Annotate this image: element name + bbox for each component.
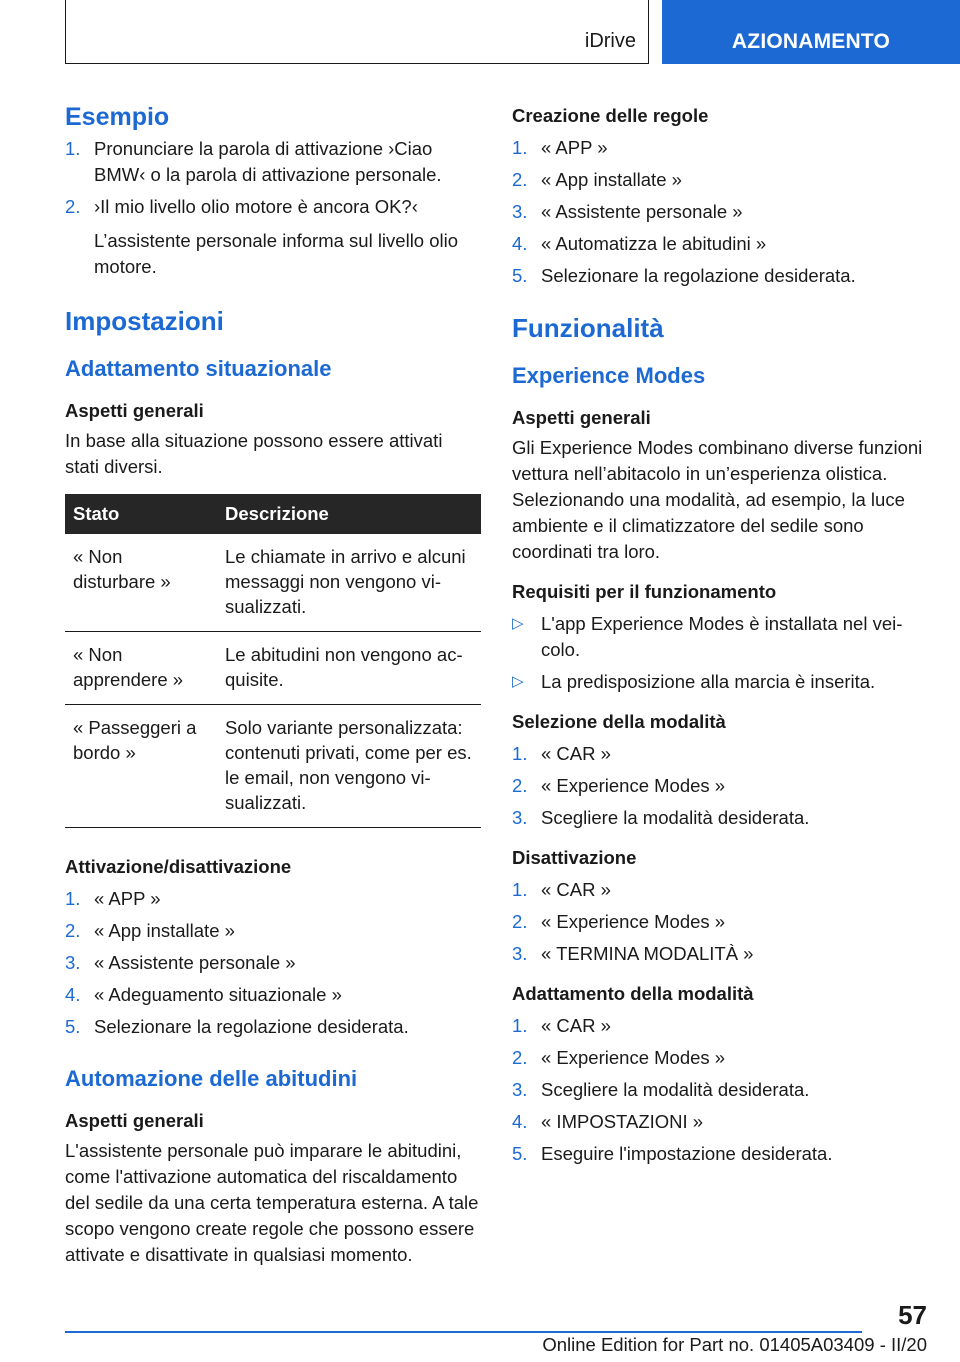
step-number: 5.	[512, 1143, 528, 1164]
step-number: 3.	[512, 807, 528, 828]
list-item	[512, 1013, 928, 1039]
page-number: 57	[898, 1300, 927, 1330]
bullet-triangle-icon: ▷	[512, 615, 524, 632]
list-item	[512, 167, 928, 193]
step-text: « Experience Modes »	[541, 1047, 726, 1068]
step-number: 3.	[65, 952, 81, 973]
step-text: « APP »	[94, 888, 161, 909]
list-item	[512, 611, 928, 663]
step-text: « Adeguamento situazionale »	[94, 984, 342, 1005]
list-item	[512, 1077, 928, 1103]
bullet-triangle-icon: ▷	[512, 673, 524, 690]
step-number: 2.	[65, 196, 81, 217]
table-cell: Solo variante personalizzata: contenuti privati, come per es. le email, non vengono visualizzati.	[217, 705, 481, 828]
esempio-heading: Esempio	[65, 103, 170, 131]
automazione-subheading: Aspetti generali	[65, 1110, 204, 1131]
step-number: 1.	[65, 888, 81, 909]
automazione-text: L'assistente personale può imparare le abitudini, come l'attivazione automatica del riscaldamento del sedile da una certa temperatura esterna. A tale scopo vengono create regole che possono essere attivate e disattivate in qualsiasi momento.	[65, 1140, 479, 1265]
adattamento-text: In base alla situazione possono essere attivati stati diversi.	[65, 430, 443, 477]
list-item	[512, 669, 928, 695]
step-number: 4.	[512, 1111, 528, 1132]
list-item	[65, 886, 481, 912]
automazione-heading: Automazione delle abitudini	[65, 1066, 358, 1091]
table-row	[65, 534, 481, 632]
attivazione-steps	[65, 886, 481, 1040]
table-header-row	[65, 494, 481, 534]
adattamento-modalita-heading: Adattamento della modalità	[512, 983, 754, 1004]
list-item	[65, 194, 481, 220]
step-number: 4.	[512, 233, 528, 254]
list-item	[512, 199, 928, 225]
requisiti-list	[512, 611, 928, 695]
step-number: 2.	[512, 169, 528, 190]
table-cell: Le chiamate in arrivo e alcuni messaggi non vengono visualizzati.	[217, 534, 481, 632]
experience-heading: Experience Modes	[512, 363, 706, 388]
funzionalita-heading: Funzionalità	[512, 313, 664, 343]
list-item	[65, 136, 481, 188]
footer-divider	[65, 1331, 862, 1333]
esempio-steps	[65, 136, 481, 220]
step-text: Selezionare la regolazione desiderata.	[541, 265, 856, 286]
adattamento-heading: Adattamento situazionale	[65, 356, 332, 381]
table-row	[65, 632, 481, 705]
esempio-note: L’assistente personale informa sul livello olio motore.	[94, 230, 459, 277]
list-item	[512, 805, 928, 831]
header-section-label: iDrive	[584, 30, 636, 52]
selezione-heading: Selezione della modalità	[512, 711, 726, 732]
step-number: 1.	[512, 879, 528, 900]
step-number: 5.	[65, 1016, 81, 1037]
step-number: 1.	[512, 743, 528, 764]
table-row	[65, 705, 481, 828]
impostazioni-heading: Impostazioni	[65, 306, 224, 336]
step-number: 1.	[512, 137, 528, 158]
column-header-descrizione: Descrizione	[217, 494, 481, 534]
experience-subheading: Aspetti generali	[512, 407, 651, 428]
states-table	[65, 494, 481, 828]
step-number: 3.	[512, 1079, 528, 1100]
step-text: ›Il mio livello olio motore è ancora OK?‹	[94, 196, 418, 217]
list-item	[512, 773, 928, 799]
attivazione-heading: Attivazione/disattivazione	[65, 856, 292, 877]
list-item	[512, 909, 928, 935]
step-text: « Assistente personale »	[541, 201, 743, 222]
step-text: « APP »	[541, 137, 608, 158]
creazione-heading: Creazione delle regole	[512, 105, 709, 126]
step-number: 4.	[65, 984, 81, 1005]
list-item	[512, 1045, 928, 1071]
list-item	[512, 135, 928, 161]
step-text: « Experience Modes »	[541, 911, 726, 932]
step-text: Scegliere la modalità desiderata.	[541, 807, 810, 828]
step-text: « IMPOSTAZIONI »	[541, 1111, 704, 1132]
step-number: 3.	[512, 201, 528, 222]
step-text: « TERMINA MODALITÀ »	[541, 943, 754, 964]
list-item	[512, 1109, 928, 1135]
list-item	[65, 918, 481, 944]
right-column	[512, 100, 928, 1167]
list-item	[512, 877, 928, 903]
list-item	[512, 1141, 928, 1167]
bullet-text: L'app Experience Modes è installata nel veicolo.	[541, 613, 903, 660]
list-item	[65, 982, 481, 1008]
step-number: 5.	[512, 265, 528, 286]
adattamento-modalita-steps	[512, 1013, 928, 1167]
list-item	[512, 263, 928, 289]
adattamento-subheading: Aspetti generali	[65, 400, 204, 421]
step-number: 3.	[512, 943, 528, 964]
list-item	[65, 1014, 481, 1040]
requisiti-heading: Requisiti per il funzionamento	[512, 581, 777, 602]
table-cell: Le abitudini non vengono acquisite.	[217, 632, 481, 705]
step-text: Selezionare la regolazione desiderata.	[94, 1016, 409, 1037]
list-item	[512, 941, 928, 967]
step-text: Pronunciare la parola di attivazione ›Ciao BMW‹ o la parola di attivazione personale.	[94, 138, 442, 185]
column-header-stato: Stato	[65, 494, 217, 534]
header-chapter-tab	[662, 0, 960, 64]
table-cell: « Non apprendere »	[65, 632, 217, 705]
bullet-text: La predisposizione alla marcia è inserita.	[541, 671, 876, 692]
step-text: « CAR »	[541, 743, 611, 764]
step-text: « App installate »	[541, 169, 682, 190]
header-section-box	[65, 0, 649, 64]
header-chapter-label: AZIONAMENTO	[731, 30, 891, 53]
step-text: « Assistente personale »	[94, 952, 296, 973]
selezione-steps	[512, 741, 928, 831]
disattivazione-steps	[512, 877, 928, 967]
step-number: 1.	[65, 138, 81, 159]
creazione-steps	[512, 135, 928, 289]
step-number: 2.	[512, 1047, 528, 1068]
table-cell: « Non disturbare »	[65, 534, 217, 632]
step-text: « App installate »	[94, 920, 235, 941]
list-item	[512, 231, 928, 257]
footer-edition: Online Edition for Part no. 01405A03409 - II/20	[542, 1334, 927, 1355]
table-cell: « Passeggeri a bordo »	[65, 705, 217, 828]
step-number: 2.	[512, 911, 528, 932]
step-number: 1.	[512, 1015, 528, 1036]
experience-text: Gli Experience Modes combinano diverse funzioni vettura nell’abitacolo in un’esperienza olistica. Selezionando una modalità, ad esempio, la luce ambiente e il climatizzatore del sedile sono coordinati tra loro.	[512, 437, 923, 562]
left-column	[65, 100, 481, 1268]
step-text: Scegliere la modalità desiderata.	[541, 1079, 810, 1100]
step-number: 2.	[512, 775, 528, 796]
step-text: « Experience Modes »	[541, 775, 726, 796]
step-text: « Automatizza le abitudini »	[541, 233, 767, 254]
step-text: « CAR »	[541, 1015, 611, 1036]
list-item	[512, 741, 928, 767]
step-text: Eseguire l'impostazione desiderata.	[541, 1143, 833, 1164]
step-text: « CAR »	[541, 879, 611, 900]
step-number: 2.	[65, 920, 81, 941]
disattivazione-heading: Disattivazione	[512, 847, 637, 868]
list-item	[65, 950, 481, 976]
